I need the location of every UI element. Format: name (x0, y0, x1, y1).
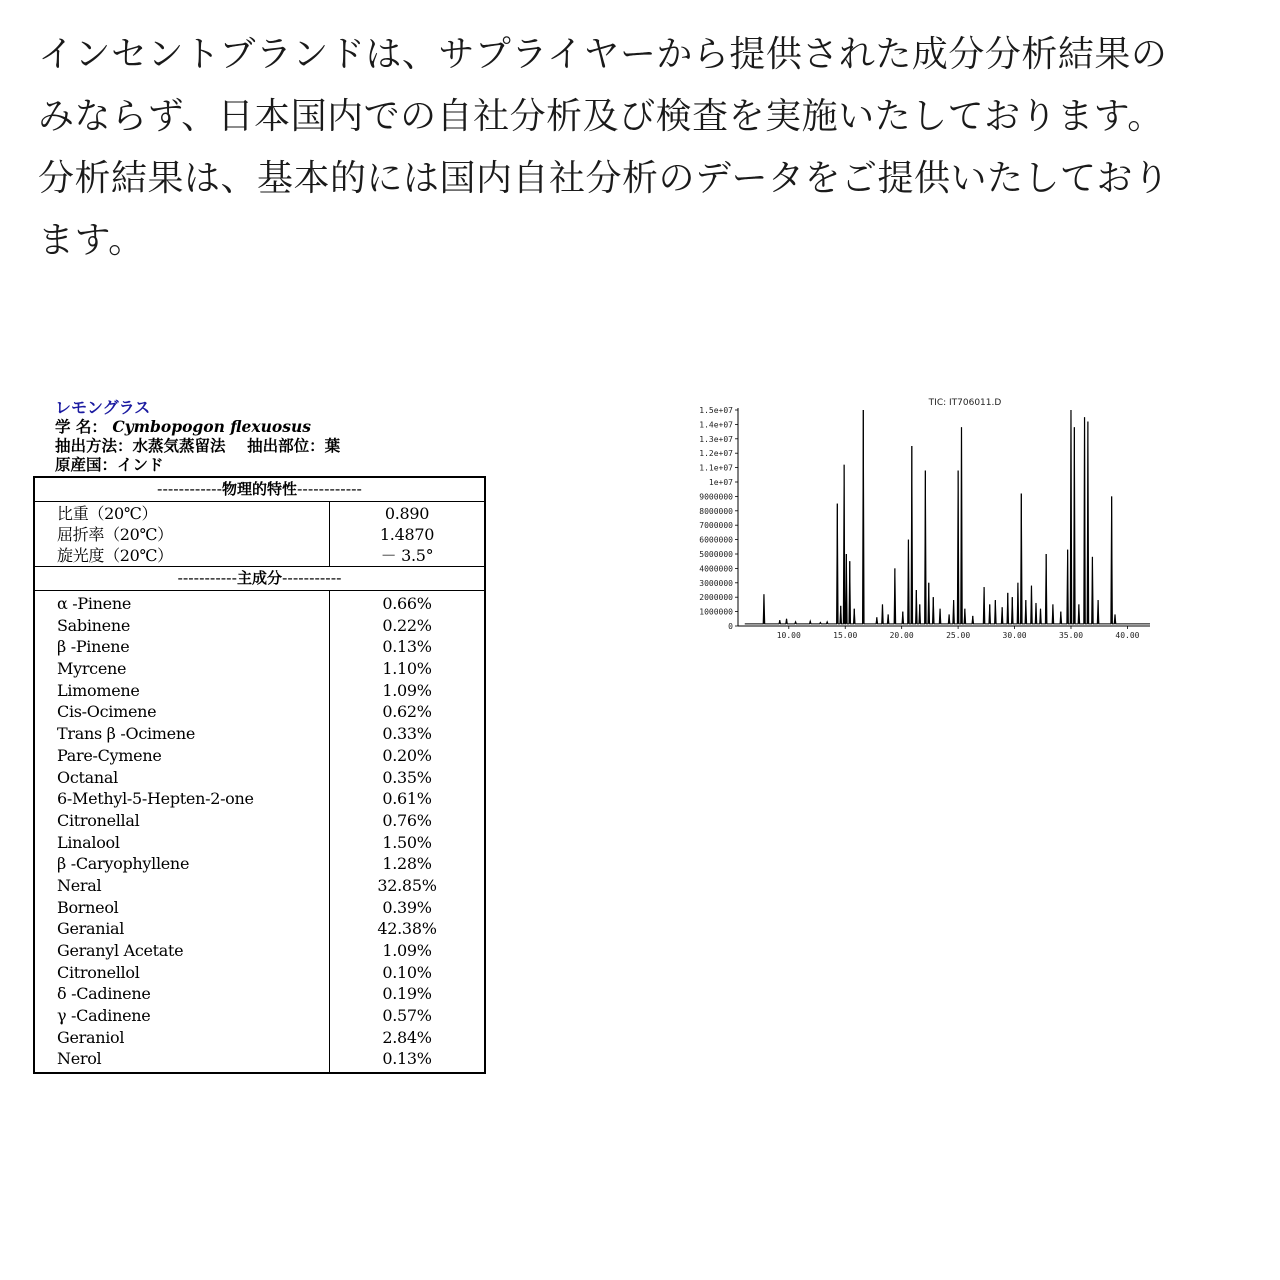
dash-right: ------------ (297, 480, 362, 498)
component-name: Sabinene (57, 615, 131, 635)
y-tick-label: 1e+07 (708, 478, 733, 487)
component-value: 1.50% (382, 832, 432, 852)
component-name: Citronellal (57, 810, 140, 830)
physical-name: 屈折率（20℃） (57, 525, 173, 544)
component-value: 0.35% (382, 767, 432, 787)
physical-value: 0.890 (384, 504, 430, 523)
component-value: 0.66% (382, 594, 432, 613)
component-name: Geranyl Acetate (57, 941, 184, 960)
tic-trace (745, 410, 1150, 624)
chromatogram-chart (660, 394, 1160, 644)
component-name: 6-Methyl-5-Hepten-2-one (57, 789, 254, 809)
component-name: Nerol (57, 1049, 102, 1069)
component-name: Trans β -Ocimene (57, 724, 196, 744)
x-tick-label: 35.00 (1058, 631, 1084, 640)
physical-names (34, 502, 330, 567)
y-tick-label: 8000000 (699, 506, 733, 516)
physical-values (330, 502, 486, 567)
intro-line-3: 分析結果は、基本的には国内自社分析のデータをご提供いたしており (38, 158, 1170, 199)
component-name: Linalool (57, 832, 120, 852)
component-name: Borneol (57, 897, 119, 917)
physical-block (34, 502, 485, 567)
component-value: 1.10% (382, 659, 432, 679)
component-value: 0.62% (382, 702, 432, 722)
component-name: Citronellol (57, 962, 140, 982)
extraction-part: 抽出部位：葉 (247, 437, 341, 455)
component-value: 0.76% (382, 810, 432, 830)
intro-line-4: ます。 (38, 220, 145, 261)
scientific-name-label: 学 名： (55, 418, 107, 436)
chart-title: TIC: IT706011.D (928, 398, 1002, 408)
component-value: 1.28% (382, 854, 432, 874)
component-value: 0.19% (382, 984, 432, 1004)
component-name: γ -Cadinene (57, 1006, 151, 1026)
physical-value: 1.4870 (379, 525, 435, 544)
y-tick-label: 1.5e+07 (699, 406, 733, 415)
component-name: Geraniol (57, 1027, 125, 1047)
y-tick-label: 1.2e+07 (699, 449, 733, 459)
physical-value: － 3.5° (380, 546, 434, 565)
y-tick-label: 1.3e+07 (699, 434, 733, 444)
scientific-name: Cymbopogon flexuosus (112, 417, 311, 436)
y-tick-label: 4000000 (699, 564, 733, 574)
y-tick-label: 1000000 (699, 607, 733, 617)
component-values (330, 591, 486, 1074)
component-value: 1.09% (382, 680, 432, 700)
component-name: α -Pinene (57, 594, 132, 613)
component-value: 0.13% (382, 637, 432, 657)
component-value: 0.39% (382, 897, 432, 917)
x-tick-label: 20.00 (889, 631, 914, 640)
scientific-name-row (55, 417, 486, 437)
dash-right: ----------- (282, 569, 342, 587)
y-tick-label: 7000000 (699, 521, 733, 531)
spec-sheet (33, 398, 486, 1074)
physical-header (34, 477, 485, 502)
component-name: Octanal (57, 767, 118, 787)
spec-table (33, 476, 486, 1074)
component-names (34, 591, 330, 1074)
intro-text (38, 24, 1253, 272)
component-value: 0.10% (382, 962, 432, 982)
component-value: 32.85% (377, 875, 437, 895)
y-tick-label: 6000000 (699, 535, 733, 545)
components-block (34, 591, 485, 1074)
intro-line-2: みならず、日本国内での自社分析及び検査を実施いたしております。 (38, 96, 1164, 137)
y-tick-label: 3000000 (699, 578, 733, 588)
dash-left: ------------ (157, 480, 222, 498)
component-name: Pare-Cymene (57, 745, 162, 765)
component-value: 0.20% (382, 745, 432, 765)
spec-title: レモングラス (55, 398, 151, 417)
x-tick-label: 10.00 (776, 631, 801, 640)
component-value: 0.57% (382, 1006, 432, 1026)
extraction-method: 抽出方法：水蒸気蒸留法 (55, 437, 226, 455)
y-tick-label: 2000000 (699, 593, 733, 603)
x-tick-label: 30.00 (1002, 631, 1027, 640)
physical-header-label: 物理的特性 (221, 480, 297, 498)
y-tick-label: 0 (728, 622, 733, 631)
component-name: δ -Cadinene (57, 984, 151, 1004)
physical-name: 比重（20℃） (57, 504, 158, 523)
x-tick-label: 15.00 (833, 631, 858, 640)
component-name: Neral (57, 875, 102, 895)
extraction-row (55, 437, 486, 456)
y-tick-label: 1.1e+07 (699, 463, 733, 473)
component-value: 1.09% (382, 941, 432, 960)
origin-row: 原産国：インド (55, 456, 164, 474)
component-value: 42.38% (377, 919, 437, 939)
x-tick-label: 25.00 (946, 631, 971, 640)
components-header-row (34, 567, 485, 591)
chromatogram-svg (660, 394, 1160, 644)
spec-header (55, 398, 486, 475)
y-tick-label: 1.4e+07 (699, 420, 733, 430)
component-name: β -Caryophyllene (57, 854, 190, 874)
component-name: Limomene (57, 680, 140, 700)
component-name: Geranial (57, 919, 125, 939)
components-header-label: 主成分 (236, 569, 282, 587)
intro-line-1: インセントブランドは、サプライヤーから提供された成分分析結果の (38, 34, 1168, 75)
component-value: 0.61% (382, 789, 432, 809)
component-value: 0.33% (382, 724, 432, 744)
component-name: Myrcene (57, 659, 127, 679)
component-name: β -Pinene (57, 637, 130, 657)
component-name: Cis-Ocimene (57, 702, 157, 722)
y-tick-label: 9000000 (699, 492, 733, 502)
x-tick-label: 40.00 (1115, 631, 1140, 640)
physical-name: 旋光度（20℃） (57, 546, 173, 565)
dash-left: ----------- (177, 569, 237, 587)
components-header (34, 567, 485, 591)
component-value: 0.13% (382, 1049, 432, 1069)
physical-header-row (34, 477, 485, 502)
component-value: 2.84% (382, 1027, 432, 1047)
component-value: 0.22% (382, 615, 432, 635)
y-tick-label: 5000000 (699, 550, 733, 559)
